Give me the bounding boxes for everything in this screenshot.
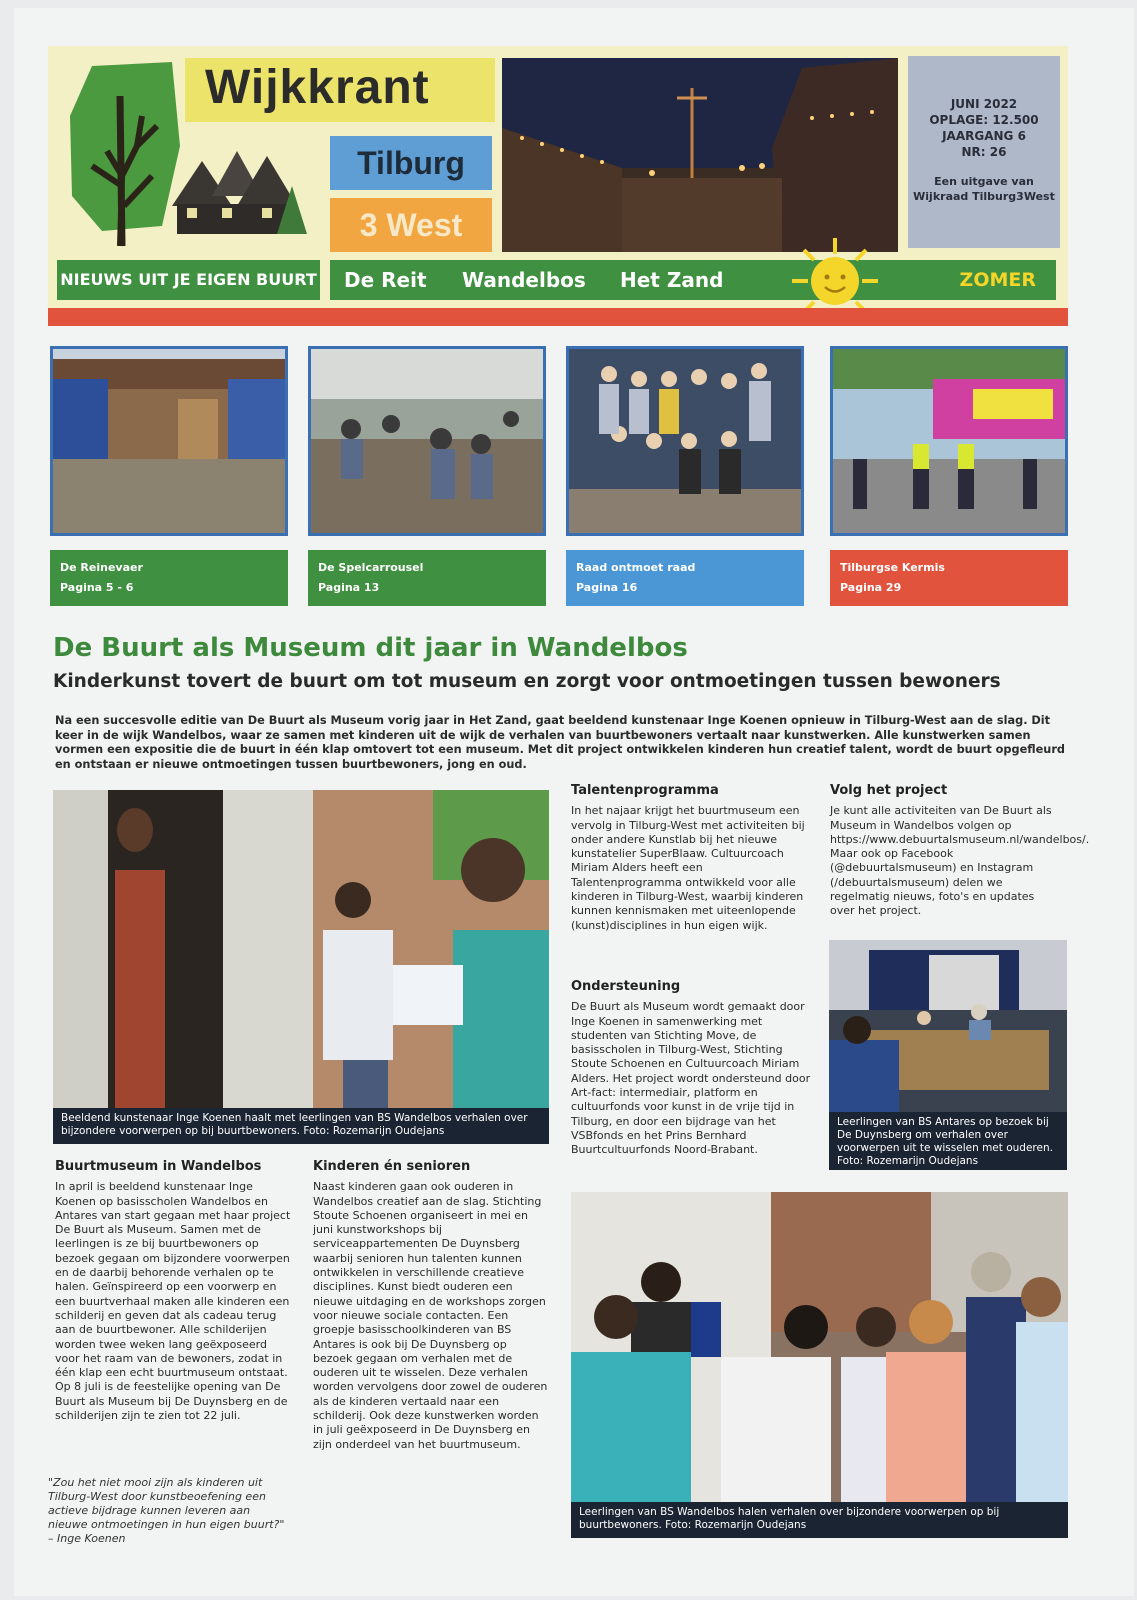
teaser-caption-kermis[interactable] (830, 550, 1068, 606)
article-subheadline: Kinderkunst tovert de buurt om tot museum en zorgt voor ontmoetingen tussen bewoners (53, 671, 1001, 692)
newspaper-title: Wijkkrant (205, 61, 430, 114)
teaser-photo-spelcarrousel[interactable] (308, 346, 546, 536)
teaser-title: Raad ontmoet raad (576, 561, 696, 574)
slogan-bar: NIEUWS UIT JE EIGEN BUURT (57, 260, 320, 300)
section-seniors (313, 1160, 549, 1452)
teaser-title: De Spelcarrousel (318, 561, 424, 574)
publisher-line-1: Een uitgave van (934, 175, 1034, 188)
teaser-title: De Reinevaer (60, 561, 143, 574)
district-het-zand: Het Zand (620, 268, 724, 292)
issue-date: JUNI 2022 (950, 97, 1018, 111)
section-museum-body: In april is beeldend kunstenaar Inge Koenen op basisscholen Wandelbos en Antares van start gegaan met haar project De Buurt als Museum. Samen met de leerlingen is ze bij buurtbewoners op bezoek gegaan om bijzondere voorwerpen en de daarbij behorende verhalen op te halen. Geïnspireerd op een voorwerp en een buurtverhaal maken alle kinderen een schilderij en geven dat als cadeau terug aan de buurtbewoner. Alle schilderijen worden twee weken lang geëxposeerd voor het raam van de bewoners, zodat in één klap een echt buurtmuseum ontstaat. Op 8 juli is de feestelijke opening van De Buurt als Museum bij De Duynsberg en de schilderijen zijn te zien tot 22 juli. (55, 1180, 291, 1423)
district-de-reit: De Reit (344, 268, 427, 292)
teaser-caption-raad-ontmoet-raad[interactable] (566, 550, 804, 606)
section-seniors-heading: Kinderen én senioren (313, 1159, 471, 1174)
area-label: 3 West (330, 198, 492, 252)
article-headline: De Buurt als Museum dit jaar in Wandelbos (53, 633, 688, 663)
section-talent-body: In het najaar krijgt het buurtmuseum een vervolg in Tilburg-West met activiteiten bij onder andere Kunstlab bij het nieuwe kunstatelier SuperBlaaw. Cultuurcoach Miriam Alders heeft een Talentenprogramma ontwikkeld voor alle kinderen in Tilburg-West, waarbij kinderen kunnen kennismaken met uiteenlopende (kunst)disciplines in hun eigen wijk. (571, 804, 805, 932)
section-museum (55, 1160, 291, 1423)
masthead-red-bar (48, 308, 1068, 326)
issue-info-box (908, 56, 1060, 248)
section-follow (830, 783, 1090, 919)
masthead-photo-kermis-night (502, 58, 898, 252)
issue-volume: JAARGANG 6 (942, 129, 1026, 143)
district-wandelbos: Wandelbos (462, 268, 586, 292)
teaser-caption-reinevaer[interactable] (50, 550, 288, 606)
section-support-body: De Buurt als Museum wordt gemaakt door Inge Koenen in samenwerking met studenten van Stichting Move, de basisscholen in Tilburg-West, Stichting Stoute Schoenen en Cultuurcoach Miriam Alders. Het project wordt ondersteund door Art-fact: intermediair, platform en cultuurfonds voor kunst in de vrije tijd in Tilburg, en door een bijdrage van het VSBfonds en het Prins Bernhard Buurtcultuurfonds Noord-Brabant. (571, 1000, 811, 1157)
teaser-photo-raad-ontmoet-raad[interactable] (566, 346, 804, 536)
publisher-line-2: Wijkraad Tilburg3West (913, 190, 1055, 203)
photo-duynsberg-caption: Leerlingen van BS Antares op bezoek bij De Duynsberg om verhalen over voorwerpen uit te wisselen met ouderen. Foto: Rozemarijn Oudejans (829, 1112, 1067, 1170)
section-talent (571, 784, 816, 933)
district-bar (330, 260, 1056, 300)
issue-circulation: OPLAGE: 12.500 (929, 113, 1039, 127)
photo-main-caption: Beeldend kunstenaar Inge Koenen haalt met leerlingen van BS Wandelbos verhalen over bijzondere voorwerpen op bij buurtbewoners. Foto: Rozemarijn Oudejans (53, 1108, 549, 1144)
section-follow-heading: Volg het project (830, 783, 948, 798)
section-museum-heading: Buurtmuseum in Wandelbos (55, 1159, 262, 1174)
teaser-page: Pagina 16 (576, 581, 638, 594)
section-talent-heading: Talentenprogramma (571, 783, 719, 798)
teaser-page: Pagina 29 (840, 581, 902, 594)
article-photo-main (53, 790, 549, 1144)
section-follow-body: Je kunt alle activiteiten van De Buurt als Museum in Wandelbos volgen op https://www.debuurtalsmuseum.nl/wandelbos/. Maar ook op Facebook (@debuurtalsmuseum) en Instagram (/debuurtalsmuseum) delen we regelmatig nieuws, foto's en updates over het project. (830, 804, 1090, 918)
section-support (571, 980, 816, 1158)
teaser-photo-reinevaer[interactable] (50, 346, 288, 536)
article-lead: Na een succesvolle editie van De Buurt als Museum vorig jaar in Het Zand, gaat beeldend kunstenaar Inge Koenen opnieuw in Tilburg-West aan de slag. Dit keer in de wijk Wandelbos, waar ze samen met kinderen uit de wijk de verhalen van buurtbewoners vertaalt naar kunstwerken. Alle kunstwerken samen vormen een expositie die de buurt in één klap omtovert tot een museum. Met dit project ontwikkelen kinderen hun creatief talent, wordt de buurt opgefleurd en ontstaan er nieuwe ontmoetingen tussen buurtbewoners, jong en oud. (55, 714, 1066, 771)
teaser-page: Pagina 5 - 6 (60, 581, 134, 594)
photo-children-caption: Leerlingen van BS Wandelbos halen verhalen over bijzondere voorwerpen op bij buurtbewoners. Foto: Rozemarijn Oudejans (571, 1502, 1068, 1538)
teaser-page: Pagina 13 (318, 581, 380, 594)
section-seniors-body: Naast kinderen gaan ook ouderen in Wandelbos creatief aan de slag. Stichting Stoute Schoenen organiseert in mei en juni kunstworkshops bij serviceappartementen De Duynsberg waarbij senioren hun talenten kunnen ontwikkelen in verschillende creatieve disciplines. Kunst biedt ouderen een nieuwe uitdaging en de workshops zorgen voor nieuwe sociale contacten. Een groepje basisschoolkinderen van BS Antares is ook bij De Duynsberg op bezoek gegaan om verhalen met de ouderen uit te wisselen. Deze verhalen worden vervolgens door zowel de ouderen als de kinderen vertaald naar een schilderij. Ook deze kunstwerken worden in juli geëxposeerd in De Duynsberg en zijn onderdeel van het buurtmuseum. (313, 1180, 548, 1451)
article-photo-children (571, 1192, 1068, 1538)
issue-number: NR: 26 (961, 145, 1007, 159)
teaser-caption-spelcarrousel[interactable] (308, 550, 546, 606)
city-label: Tilburg (330, 136, 492, 190)
section-support-heading: Ondersteuning (571, 979, 681, 994)
teaser-photo-kermis[interactable] (830, 346, 1068, 536)
teaser-title: Tilburgse Kermis (840, 561, 945, 574)
article-photo-duynsberg (829, 940, 1067, 1170)
season-label: ZOMER (959, 269, 1036, 291)
article-quote: "Zou het niet mooi zijn als kinderen uit Tilburg-West door kunstbeoefening een actieve bijdrage kunnen leveren aan nieuwe ontmoetingen in hun eigen buurt?" – Inge Koenen (48, 1476, 285, 1545)
